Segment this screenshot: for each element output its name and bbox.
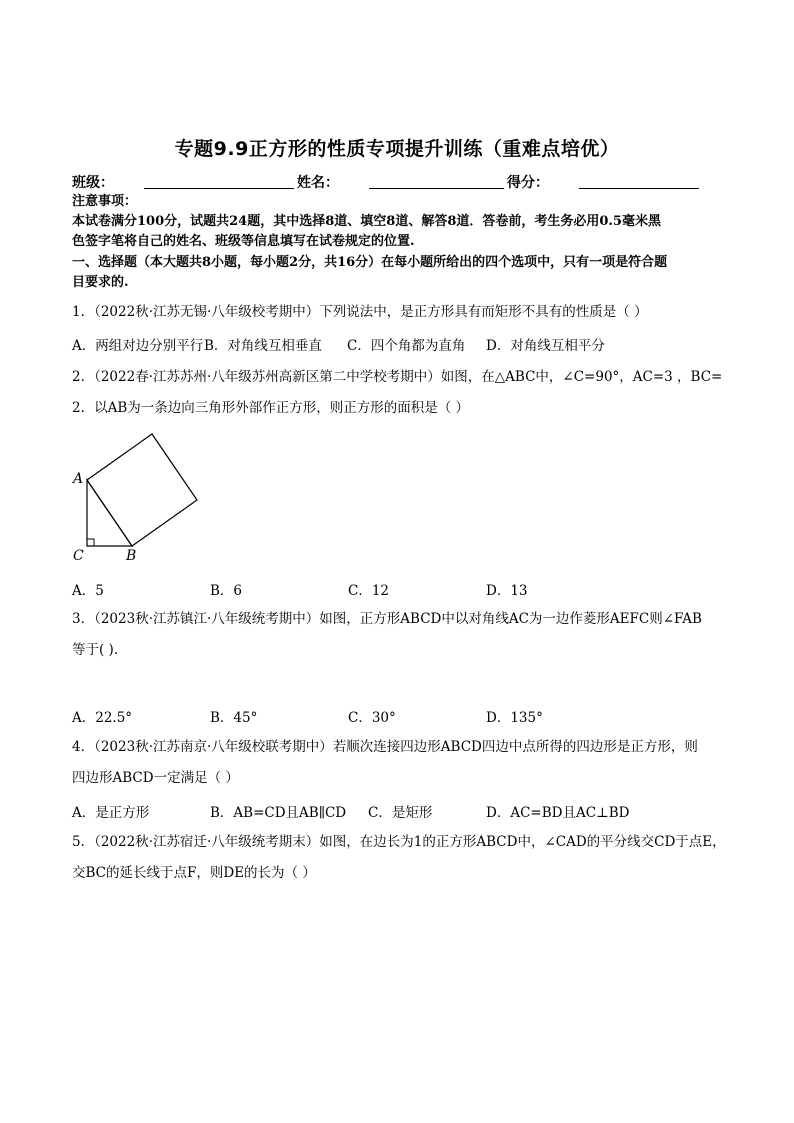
- question-2-option-a[interactable]: A．5: [72, 583, 104, 599]
- class-blank[interactable]: [144, 172, 294, 189]
- class-field: [72, 172, 114, 192]
- question-3-option-a[interactable]: A．22.5°: [72, 710, 133, 726]
- notice-heading: 注意事项：: [72, 194, 138, 209]
- question-2-stem-1: 2．（2022春·江苏苏州·八年级苏州高新区第二中学校考期中）如图，在△ABC中，∠C=90°，AC=3 ，BC=: [72, 369, 723, 385]
- square-on-ab: [87, 434, 197, 546]
- label-a: A: [73, 471, 84, 487]
- triangle-abc: [87, 480, 132, 546]
- question-4-option-a[interactable]: A．是正方形: [72, 805, 150, 821]
- score-blank[interactable]: [579, 172, 699, 189]
- section-line-1: 一、选择题（本大题共8小题，每小题2分，共16分）在每小题所给出的四个选项中，只有一项是符合题: [72, 255, 668, 270]
- header-fields: [72, 172, 732, 194]
- question-3-option-c[interactable]: C．30°: [348, 710, 396, 726]
- question-2-option-b[interactable]: B．6: [210, 583, 243, 599]
- label-c: C: [73, 548, 84, 564]
- question-4-stem-1: 4．（2023秋·江苏南京·八年级校联考期中）若顺次连接四边形ABCD四边中点所得的四边形是正方形，则: [72, 739, 698, 755]
- question-3-stem-2: 等于( ).: [72, 642, 119, 658]
- question-1-option-a[interactable]: A．两组对边分别平行: [72, 338, 204, 354]
- question-5-stem-1: 5．（2022秋·江苏宿迁·八年级统考期末）如图，在边长为1的正方形ABCD中，∠CAD的平分线交CD于点E，: [72, 834, 726, 850]
- notice-line-2: 色签字笔将自己的姓名、班级等信息填写在试卷规定的位置.: [72, 234, 415, 249]
- question-1-option-c[interactable]: C．四个角都为直角: [347, 338, 466, 354]
- notice-line-1: 本试卷满分100分，试题共24题，其中选择8道、填空8道、解答8道．答卷前，考生务必用0.5毫米黑: [72, 214, 661, 229]
- question-3-stem-1: 3．（2023秋·江苏镇江·八年级统考期中）如图，正方形ABCD中以对角线AC为一边作菱形AEFC则∠FAB: [72, 611, 702, 627]
- question-5-stem-2: 交BC的延长线于点F，则DE的长为（ ）: [72, 865, 316, 881]
- question-4-option-d[interactable]: D．AC=BD且AC⊥BD: [486, 805, 630, 821]
- score-field: [507, 172, 549, 192]
- question-1-stem: 1．（2022秋·江苏无锡·八年级校考期中）下列说法中，是正方形具有而矩形不具有的性质是（ ）: [72, 304, 648, 320]
- question-3-option-d[interactable]: D．135°: [486, 710, 543, 726]
- section-line-2: 目要求的.: [72, 275, 129, 290]
- question-2-stem-2: 2．以AB为一条边向三角形外部作正方形，则正方形的面积是（ ）: [72, 400, 470, 416]
- name-field: [297, 172, 339, 192]
- name-blank[interactable]: [369, 172, 504, 189]
- name-label: 姓名：: [297, 175, 339, 191]
- label-b: B: [126, 548, 137, 564]
- question-2-option-c[interactable]: C．12: [348, 583, 390, 599]
- score-label: 得分：: [507, 175, 549, 191]
- question-2-option-d[interactable]: D．13: [486, 583, 528, 599]
- question-3-option-b[interactable]: B．45°: [210, 710, 258, 726]
- question-4-stem-2: 四边形ABCD一定满足（ ）: [72, 770, 239, 786]
- question-1-option-d[interactable]: D．对角线互相平分: [486, 338, 605, 354]
- question-4-option-c[interactable]: C．是矩形: [368, 805, 433, 821]
- question-4-option-b[interactable]: B．AB=CD且AB∥CD: [210, 805, 347, 821]
- question-1-option-b[interactable]: B．对角线互相垂直: [204, 338, 322, 354]
- class-label: 班级：: [72, 175, 114, 191]
- question-2-figure: [65, 425, 265, 575]
- page-title: 专题9.9正方形的性质专项提升训练（重难点培优）: [174, 138, 620, 160]
- right-angle-mark: [87, 539, 94, 546]
